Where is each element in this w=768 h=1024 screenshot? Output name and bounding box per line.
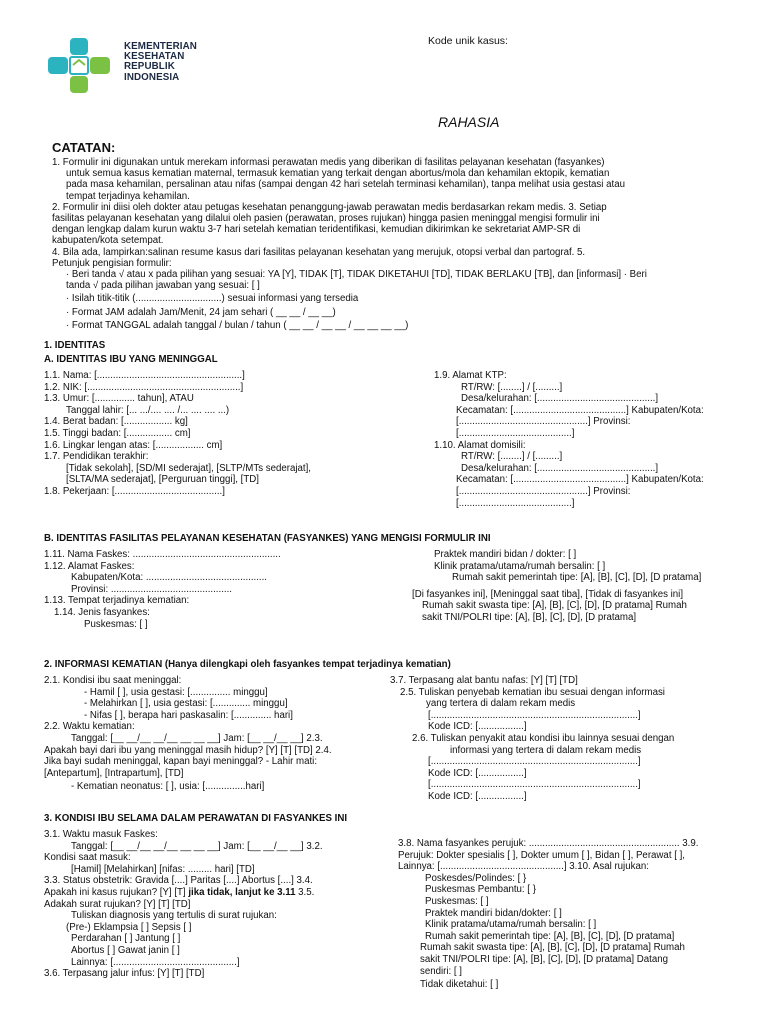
option-tidak-diketahui: Tidak diketahui: [ ] [420, 979, 499, 991]
note-line: 1. Formulir ini digunakan untuk merekam informasi perawatan medis yang diberikan di fasilitas pelayanan kesehatan (fasyankes) [52, 157, 605, 168]
field-kondisi-masuk: Kondisi saat masuk: [44, 852, 131, 864]
field-desa: Desa/kelurahan: [............................................] [461, 393, 659, 405]
confidential-label: RAHASIA [438, 114, 500, 130]
option-praktek-mandiri: Praktek mandiri bidan / dokter: [ ] [434, 549, 577, 560]
field-alamat-domisili: 1.10. Alamat domisili: [434, 439, 526, 451]
option-klinik: Klinik pratama/utama/rumah bersalin: [ ] [425, 919, 597, 931]
note-line: pada masa kehamilan, persalinan atau nifas (sampai dengan 42 hari setelah terminasi kehamilan), tanpa melihat usia gestasi atau [66, 179, 625, 191]
section-1a-title: A. IDENTITAS IBU YANG MENINGGAL [44, 354, 218, 365]
field-kabupaten: Kabupaten/Kota: ............................................. [71, 572, 267, 584]
note-line: Petunjuk pengisian formulir: [52, 257, 172, 269]
option-rs-pemerintah: Rumah sakit pemerintah tipe: [A], [B], [C], [D], [D pratama] [452, 572, 702, 584]
field-jalur-infus: 3.6. Terpasang jalur infus: [Y] [T] [TD] [44, 968, 205, 980]
field-tanggal-lahir: Tanggal lahir: [... .../.... .... /... .... .... ...) [66, 404, 230, 416]
option-kondisi-masuk: [Hamil] [Melahirkan] [nifas: ......... hari] [TD] [71, 863, 255, 875]
option-tempat-kematian: [Di fasyankes ini], [Meninggal saat tiba], [Tidak di fasyankes ini] [412, 588, 684, 600]
field-tinggi-badan: 1.5. Tinggi badan: [................. cm] [44, 427, 191, 439]
field-umur: 1.3. Umur: [............... tahun], ATAU [44, 393, 194, 405]
section-2-right [390, 675, 760, 803]
field-kabupaten: [................................................] Provinsi: [456, 485, 631, 497]
option-klinik: Klinik pratama/utama/rumah bersalin: [ ] [434, 560, 606, 572]
field-pendidikan-options: [SLTA/MA sederajat], [Perguruan tinggi], [TD] [66, 474, 259, 486]
option-abortus-gawat-janin: Abortus [ ] Gawat janin [ ] [71, 944, 180, 956]
option-poskesdes: Poskesdes/Polindes: [ } [425, 872, 527, 884]
field-alamat-faskes: 1.12. Alamat Faskes: [44, 560, 135, 572]
option-perdarahan-jantung: Perdarahan [ ] Jantung [ ] [71, 933, 181, 945]
option-rs-tni-polri: sakit TNI/POLRI tipe: [A], [B], [C], [D], [D pratama] [422, 611, 637, 623]
field-kecamatan: Kecamatan: [..........................................] Kabupaten/Kota: [456, 404, 704, 416]
notes-title: CATATAN: [52, 140, 116, 155]
note-line: · Beri tanda √ atau x pada pilihan yang sesuai: YA [Y], TIDAK [T], TIDAK DIKETAHUI [TD], TIDAK BERLAKU [TB], dan [informasi] · Beri [66, 269, 647, 281]
logo-line: KESEHATAN [124, 51, 185, 63]
field-kondisi-lainnya-cont: informasi yang tertera di dalam rekam medis [450, 744, 642, 756]
note-line: · Format TANGGAL adalah tanggal / bulan / tahun ( __ __ / __ __ / __ __ __ __) [66, 319, 409, 331]
field-kondisi-lainnya: 2.6. Tuliskan penyakit atau kondisi ibu lainnya sesuai dengan [412, 732, 675, 744]
field-kondisi-ibu: 2.1. Kondisi ibu saat meninggal: [44, 675, 182, 686]
field-nama: 1.1. Nama: [......................................................] [44, 370, 245, 381]
option-datang-sendiri: sendiri: [ ] [420, 965, 462, 977]
section-3-title: 3. KONDISI IBU SELAMA DALAM PERAWATAN DI FASYANKES INI [44, 813, 348, 824]
field-lila: 1.6. Lingkar lengan atas: [.................. cm] [44, 439, 223, 451]
section-1-left [44, 370, 424, 498]
field-kasus-rujukan [44, 887, 424, 899]
field-pendidikan-options: [Tidak sekolah], [SD/MI sederajat], [SLTP/MTs sederajat], [66, 462, 311, 474]
option-rs-swasta: Rumah sakit swasta tipe: [A], [B], [C], [D], [D pratama] Rumah [420, 942, 685, 954]
logo-line: KEMENTERIAN [124, 41, 197, 52]
section-3-right [398, 838, 764, 991]
logo-line: INDONESIA [124, 71, 180, 83]
option-rs-pemerintah: Rumah sakit pemerintah tipe: [A], [B], [C], [D], [D pratama] [425, 930, 675, 942]
field-provinsi: [..........................................] [456, 497, 575, 509]
field-nama-faskes: 1.11. Nama Faskes: ....................................................... [44, 549, 281, 560]
section-b-left [44, 549, 424, 630]
field-status-obstetrik: 3.3. Status obstetrik: Gravida [....] Paritas [....] Abortus [....] 3.4. [44, 875, 313, 887]
field-rtrw: RT/RW: [........] / [.........] [461, 381, 563, 393]
kasus-rujukan-text: Apakah ini kasus rujukan? [Y] [T] [44, 886, 189, 898]
note-line: 4. Bila ada, lampirkan:salinan resume kasus dari fasilitas pelayanan kesehatan yang merujuk, otopsi verbal dan partograf. 5. [52, 246, 586, 258]
option-hamil: - Hamil [ ], usia gestasi: [............... minggu] [84, 686, 268, 698]
field-perujuk: Perujuk: Dokter spesialis [ ], Dokter umum [ ], Bidan [ ], Perawat [ ], [398, 849, 685, 861]
field-provinsi: Provinsi: ............................................. [71, 583, 232, 595]
field-nama-perujuk: 3.8. Nama fasyankes perujuk: ........................................................ 3.9. [398, 838, 699, 849]
field-jenis-fasyankes: 1.14. Jenis fasyankes: [54, 606, 150, 618]
field-kode-icd: Kode ICD: [.................] [428, 767, 527, 779]
field-nik: 1.2. NIK: [.........................................................] [44, 381, 244, 393]
option-puskesmas: Puskesmas: [ ] [425, 895, 489, 907]
note-line: untuk semua kasus kematian maternal, termasuk kematian yang terkait dengan abortus/mola dan kehamilan ektopik, kematian [66, 168, 610, 180]
field-kondisi-blank: [.............................................................................] [428, 779, 641, 791]
section-3-left [44, 829, 424, 980]
option-puskesmas: Puskesmas: [ ] [84, 618, 148, 630]
option-pustu: Puskesmas Pembantu: [ } [425, 884, 536, 896]
field-tempat-kematian: 1.13. Tempat terjadinya kematian: [44, 595, 190, 607]
option-lahir-mati: [Antepartum], [Intrapartum], [TD] [44, 767, 184, 779]
field-pekerjaan: 1.8. Pekerjaan: [........................................] [44, 485, 225, 497]
field-tanggal-jam: Tanggal: [__ __/__ __/__ __ __ __] Jam: [__ __/__ __] 2.3. [71, 732, 323, 744]
field-kondisi-blank: [.............................................................................] [428, 756, 641, 768]
field-alamat-ktp: 1.9. Alamat KTP: [434, 370, 507, 381]
field-pendidikan: 1.7. Pendidikan terakhir: [44, 451, 149, 463]
field-kecamatan: Kecamatan: [..........................................] Kabupaten/Kota: [456, 474, 704, 486]
field-waktu-masuk: 3.1. Waktu masuk Faskes: [44, 829, 158, 840]
ministry-name [124, 42, 197, 83]
field-penyebab-blank: [.............................................................................] [428, 709, 641, 721]
section-2-left [44, 675, 424, 793]
field-berat-badan: 1.4. Berat badan: [.................. kg] [44, 416, 188, 428]
note-line: 2. Formulir ini diisi oleh dokter atau petugas kesehatan penanggung-jawab perawatan medis berdasarkan rekam medis. 3. Setiap [52, 201, 607, 213]
option-kematian-neonatus: - Kematian neonatus: [ ], usia: [...............hari] [71, 781, 265, 793]
field-alat-bantu-nafas: 3.7. Terpasang alat bantu nafas: [Y] [T] [TD] [390, 675, 578, 686]
note-line: dengan lengkap dalam kurun waktu 3-7 hari setelah kematian teridentifikasi, kemudian dikirimkan ke sekretariat AMP-SR di [52, 224, 581, 236]
field-kode-icd: Kode ICD: [.................] [428, 790, 527, 802]
ministry-emblem-icon [44, 38, 116, 94]
field-waktu-kematian: 2.2. Waktu kematian: [44, 721, 135, 733]
field-provinsi: [..........................................] [456, 427, 575, 439]
field-lainnya: Lainnya: [..............................................] [71, 956, 240, 968]
logo-line: REPUBLIK [124, 61, 175, 73]
note-line: · Format JAM adalah Jam/Menit, 24 jam sehari ( __ __ / __ __) [66, 306, 336, 318]
field-penyebab-kematian-cont: yang tertera di dalam rekam medis [426, 698, 576, 710]
ministry-logo [44, 36, 344, 96]
section-b-title: B. IDENTITAS FASILITAS PELAYANAN KESEHATAN (FASYANKES) YANG MENGISI FORMULIR INI [44, 533, 491, 544]
note-line: fasilitas pelayanan kesehatan yang dilalui oleh pasien (perawatan, proses rujukan) hingga pasien meninggal mengisi formulir ini [52, 213, 600, 225]
field-surat-rujukan: Adakah surat rujukan? [Y] [T] [TD] [44, 898, 191, 910]
option-praktek-mandiri: Praktek mandiri bidan/dokter: [ ] [425, 907, 562, 919]
option-rs-tni-polri: sakit TNI/POLRI tipe: [A], [B], [C], [D], [D pratama] Datang [420, 953, 669, 965]
section-2-title: 2. INFORMASI KEMATIAN (Hanya dilengkapi oleh fasyankes tempat terjadinya kematian) [44, 659, 451, 670]
field-tanggal-jam-masuk: Tanggal: [__ __/__ __/__ __ __ __] Jam: [__ __/__ __] 3.2. [71, 840, 323, 852]
field-lainnya-asal-rujukan: Lainnya: [..............................................] 3.10. Asal rujukan: [398, 861, 649, 873]
field-kabupaten: [................................................] Provinsi: [456, 416, 631, 428]
field-penyebab-kematian: 2.5. Tuliskan penyebab kematian ibu sesuai dengan informasi [400, 686, 665, 698]
case-code-label: Kode unik kasus: [428, 35, 508, 47]
section-1-right [434, 370, 754, 509]
notes-block [52, 157, 742, 331]
field-rtrw: RT/RW: [........] / [.........] [461, 451, 563, 463]
option-rs-swasta: Rumah sakit swasta tipe: [A], [B], [C], [D], [D pratama] Rumah [422, 600, 687, 612]
note-line: · Isilah titik-titik (................................) sesuai informasi yang tersedia [66, 293, 359, 305]
option-eklampsia-sepsis: (Pre-) Eklampsia [ ] Sepsis [ ] [66, 921, 192, 933]
field-desa: Desa/kelurahan: [............................................] [461, 462, 659, 474]
option-melahirkan: - Melahirkan [ ], usia gestasi: [.............. minggu] [84, 698, 288, 710]
field-bayi-meninggal: Jika bayi sudah meninggal, kapan bayi meninggal? - Lahir mati: [44, 756, 318, 768]
note-line: kabupaten/kota setempat. [52, 235, 164, 247]
note-line: tanda √ pada pilihan jawaban yang sesuai: [ ] [66, 280, 260, 292]
section-1-title: 1. IDENTITAS [44, 340, 106, 351]
option-nifas: - Nifas [ ], berapa hari paskasalin: [.............. hari] [84, 709, 293, 721]
section-b-right [412, 549, 762, 624]
field-kode-icd: Kode ICD: [.................] [428, 721, 527, 733]
field-bayi-hidup: Apakah bayi dari ibu yang meninggal masih hidup? [Y] [T] [TD] 2.4. [44, 744, 332, 756]
field-diagnosis-rujukan: Tuliskan diagnosis yang tertulis di surat rujukan: [71, 910, 277, 922]
next-item-number: 3.5. [295, 886, 315, 898]
skip-instruction: jika tidak, lanjut ke 3.11 [188, 886, 296, 898]
note-line: tempat terjadinya kehamilan. [66, 190, 190, 202]
